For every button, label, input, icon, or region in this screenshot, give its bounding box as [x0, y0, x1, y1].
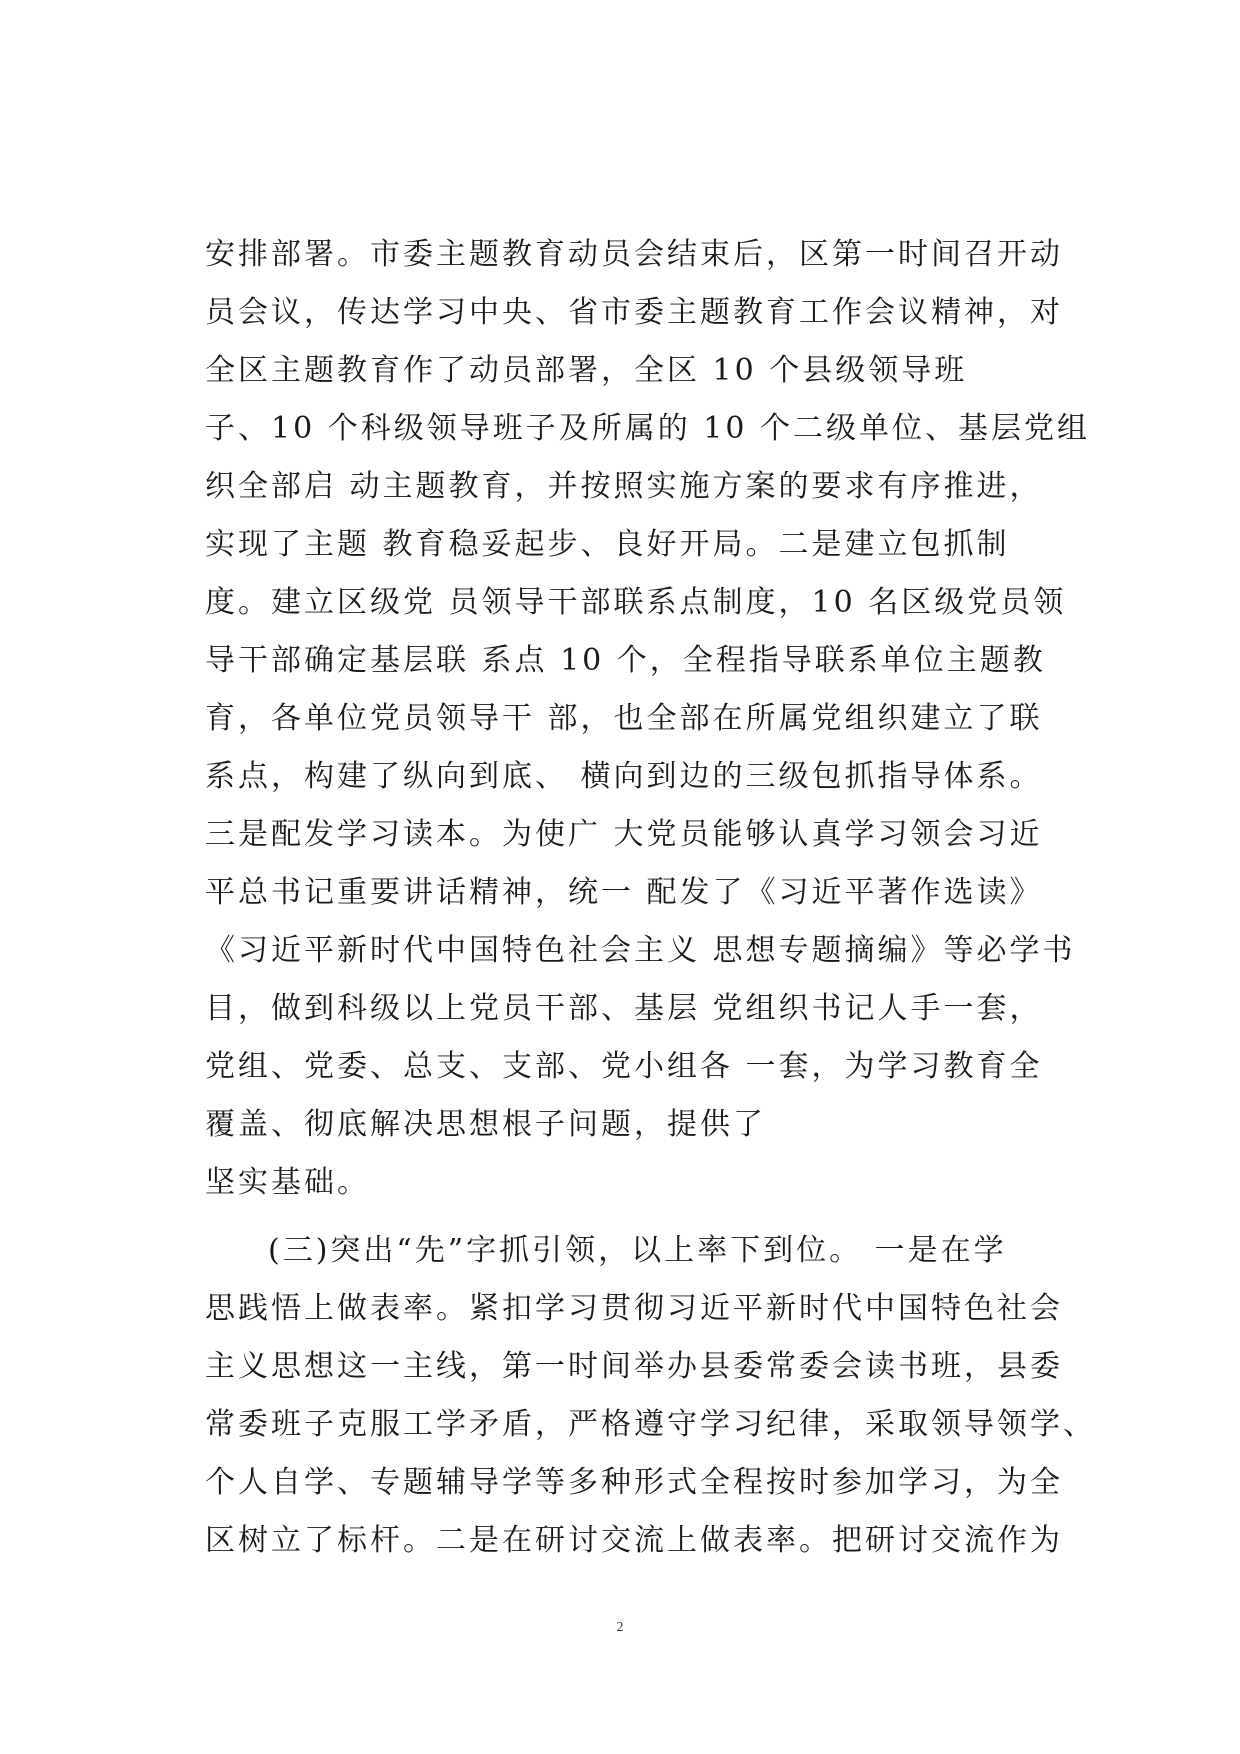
text-line: 系点，构建了纵向到底、 横向到边的三级包抓指导体系。	[205, 759, 1043, 794]
text-line: 三是配发学习读本。为使广 大党员能够认真学习领会习近	[205, 817, 1043, 852]
paragraph-1	[205, 226, 1090, 1212]
text-line: 度。建立区级党 员领导干部联系点制度，10 名区级党员领	[205, 585, 1067, 620]
text-line: 覆盖、彻底解决思想根子问题，提供了	[205, 1107, 766, 1142]
text-line: 坚实基础。	[205, 1165, 370, 1200]
text-line: 导干部确定基层联 系点 10 个，全程指导联系单位主题教	[205, 643, 1046, 678]
text-line: 安排部署。市委主题教育动员会结束后，区第一时间召开动	[205, 237, 1063, 272]
text-line: 员会议，传达学习中央、省市委主题教育工作会议精神，对	[205, 295, 1063, 330]
text-line: 育，各单位党员领导干 部，也全部在所属党组织建立了联	[205, 701, 1043, 736]
text-line: 常委班子克服工学矛盾，严格遵守学习纪律，采取领导领学、	[205, 1407, 1096, 1442]
text-line: 区树立了标杆。二是在研讨交流上做表率。把研讨交流作为	[205, 1523, 1063, 1558]
paragraph-2	[205, 1222, 1096, 1570]
page-number: 2	[616, 1620, 624, 1635]
text-line: 织全部启 动主题教育，并按照实施方案的要求有序推进，	[205, 469, 1043, 504]
body-text	[205, 226, 1096, 1570]
text-line: 思践悟上做表率。紧扣学习贯彻习近平新时代中国特色社会	[205, 1291, 1063, 1326]
text-line: 党组、党委、总支、支部、党小组各 一套，为学习教育全	[205, 1049, 1043, 1084]
text-line: 《习近平新时代中国特色社会主义 思想专题摘编》等必学书	[205, 933, 1076, 968]
text-line: (三)突出“先”字抓引领，以上率下到位。 一是在学	[268, 1233, 1007, 1268]
text-line: 目，做到科级以上党员干部、基层 党组织书记人手一套，	[205, 991, 1043, 1026]
text-line: 平总书记重要讲话精神，统一 配发了《习近平著作选读》	[205, 875, 1043, 910]
text-line: 实现了主题 教育稳妥起步、良好开局。二是建立包抓制	[205, 527, 1010, 562]
text-line: 主义思想这一主线，第一时间举办县委常委会读书班，县委	[205, 1349, 1063, 1384]
text-line: 个人自学、专题辅导学等多种形式全程按时参加学习，为全	[205, 1465, 1063, 1500]
text-line: 子、10 个科级领导班子及所属的 10 个二级单位、基层党组	[205, 411, 1090, 446]
text-line: 全区主题教育作了动员部署，全区 10 个县级领导班	[205, 353, 968, 388]
